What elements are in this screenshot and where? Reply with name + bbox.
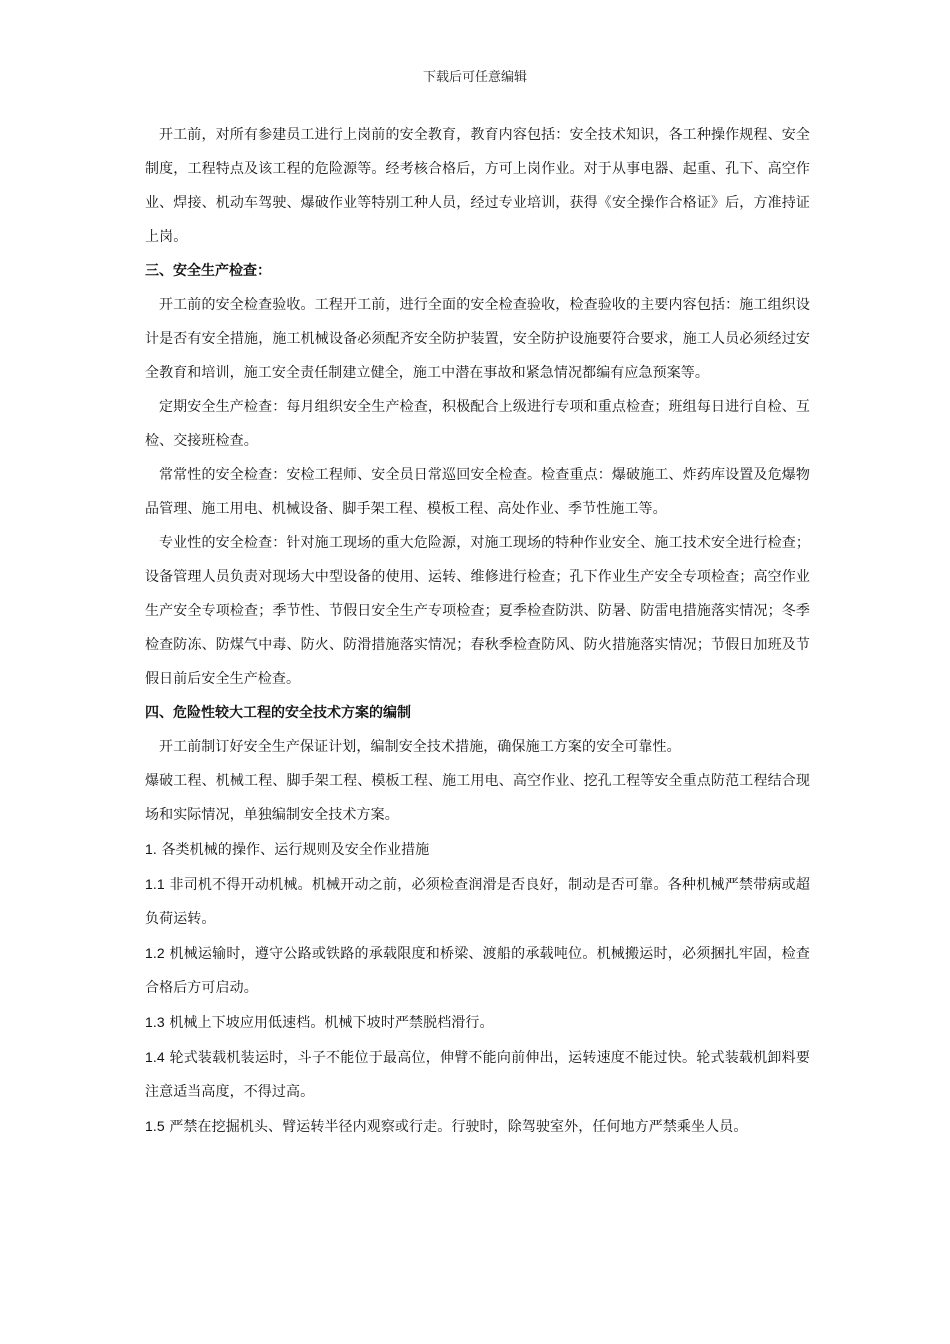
paragraph-routine-inspection: 常常性的安全检查：安检工程师、安全员日常巡回安全检查。检查重点：爆破施工、炸药库设置及危爆物品管理、施工用电、机械设备、脚手架工程、模板工程、高处作业、季节性施工等。 xyxy=(145,467,810,517)
page-header: 下载后可任意编辑 xyxy=(422,70,527,85)
list-item-1-2 xyxy=(145,936,810,1005)
list-item-machinery-rules xyxy=(145,832,810,867)
list-text: 非司机不得开动机械。机械开动之前，必须检查润滑是否良好，制动是否可靠。各种机械严禁带病或超负荷运转。 xyxy=(145,877,810,927)
list-item-1-4 xyxy=(145,1040,810,1109)
list-number: 1.1 xyxy=(145,876,165,892)
document-body xyxy=(145,118,810,1144)
list-number: 1.5 xyxy=(145,1118,165,1134)
list-item-1-5 xyxy=(145,1109,810,1144)
list-text: 机械上下坡应用低速档。机械下坡时严禁脱档滑行。 xyxy=(164,1015,494,1031)
list-item-1-3 xyxy=(145,1005,810,1040)
section-heading-technical-plans: 四、危险性较大工程的安全技术方案的编制 xyxy=(145,705,411,721)
paragraph-pre-job-training: 开工前，对所有参建员工进行上岗前的安全教育，教育内容包括：安全技术知识，各工种操作规程、安全制度，工程特点及该工程的危险源等。经考核合格后，方可上岗作业。对于从事电器、起重、孔下、高空作业、焊接、机动车驾驶、爆破作业等特别工种人员，经过专业培训，获得《安全操作合格证》后，方准持证上岗。 xyxy=(145,127,810,245)
list-item-1-1 xyxy=(145,867,810,936)
list-text: 严禁在挖掘机头、臂运转半径内观察或行走。行驶时，除驾驶室外，任何地方严禁乘坐人员。 xyxy=(164,1119,748,1135)
paragraph-safety-plan: 开工前制订好安全生产保证计划，编制安全技术措施，确保施工方案的安全可靠性。 xyxy=(159,739,681,755)
paragraph-pre-start-inspection: 开工前的安全检查验收。工程开工前，进行全面的安全检查验收，检查验收的主要内容包括：施工组织设计是否有安全措施，施工机械设备必须配齐安全防护装置，安全防护设施要符合要求，施工人员必须经过安全教育和培训，施工安全责任制建立健全，施工中潜在事故和紧急情况都编有应急预案等。 xyxy=(145,297,810,381)
list-number: 1.3 xyxy=(145,1014,165,1030)
list-text: 各类机械的操作、运行规则及安全作业措施 xyxy=(156,842,430,858)
section-heading-safety-inspection: 三、安全生产检查： xyxy=(145,263,271,279)
list-text: 轮式装载机装运时，斗子不能位于最高位，伸臂不能向前伸出，运转速度不能过快。轮式装载机卸料要注意适当高度，不得过高。 xyxy=(145,1050,810,1100)
list-number: 1. xyxy=(145,841,157,857)
paragraph-specialized-inspection: 专业性的安全检查：针对施工现场的重大危险源，对施工现场的特种作业安全、施工技术安全进行检查；设备管理人员负责对现场大中型设备的使用、运转、维修进行检查；孔下作业生产安全专项检查；高空作业生产安全专项检查；季节性、节假日安全生产专项检查；夏季检查防洪、防暑、防雷电措施落实情况；冬季检查防冻、防煤气中毒、防火、防滑措施落实情况；春秋季检查防风、防火措施落实情况；节假日加班及节假日前后安全生产检查。 xyxy=(145,535,810,687)
paragraph-periodic-inspection: 定期安全生产检查：每月组织安全生产检查，积极配合上级进行专项和重点检查；班组每日进行自检、互检、交接班检查。 xyxy=(145,399,810,449)
list-number: 1.2 xyxy=(145,945,165,961)
paragraph-key-projects: 爆破工程、机械工程、脚手架工程、模板工程、施工用电、高空作业、挖孔工程等安全重点防范工程结合现场和实际情况，单独编制安全技术方案。 xyxy=(145,773,810,823)
list-text: 机械运输时，遵守公路或铁路的承载限度和桥梁、渡船的承载吨位。机械搬运时，必须捆扎牢固，检查合格后方可启动。 xyxy=(145,946,810,996)
list-number: 1.4 xyxy=(145,1049,165,1065)
